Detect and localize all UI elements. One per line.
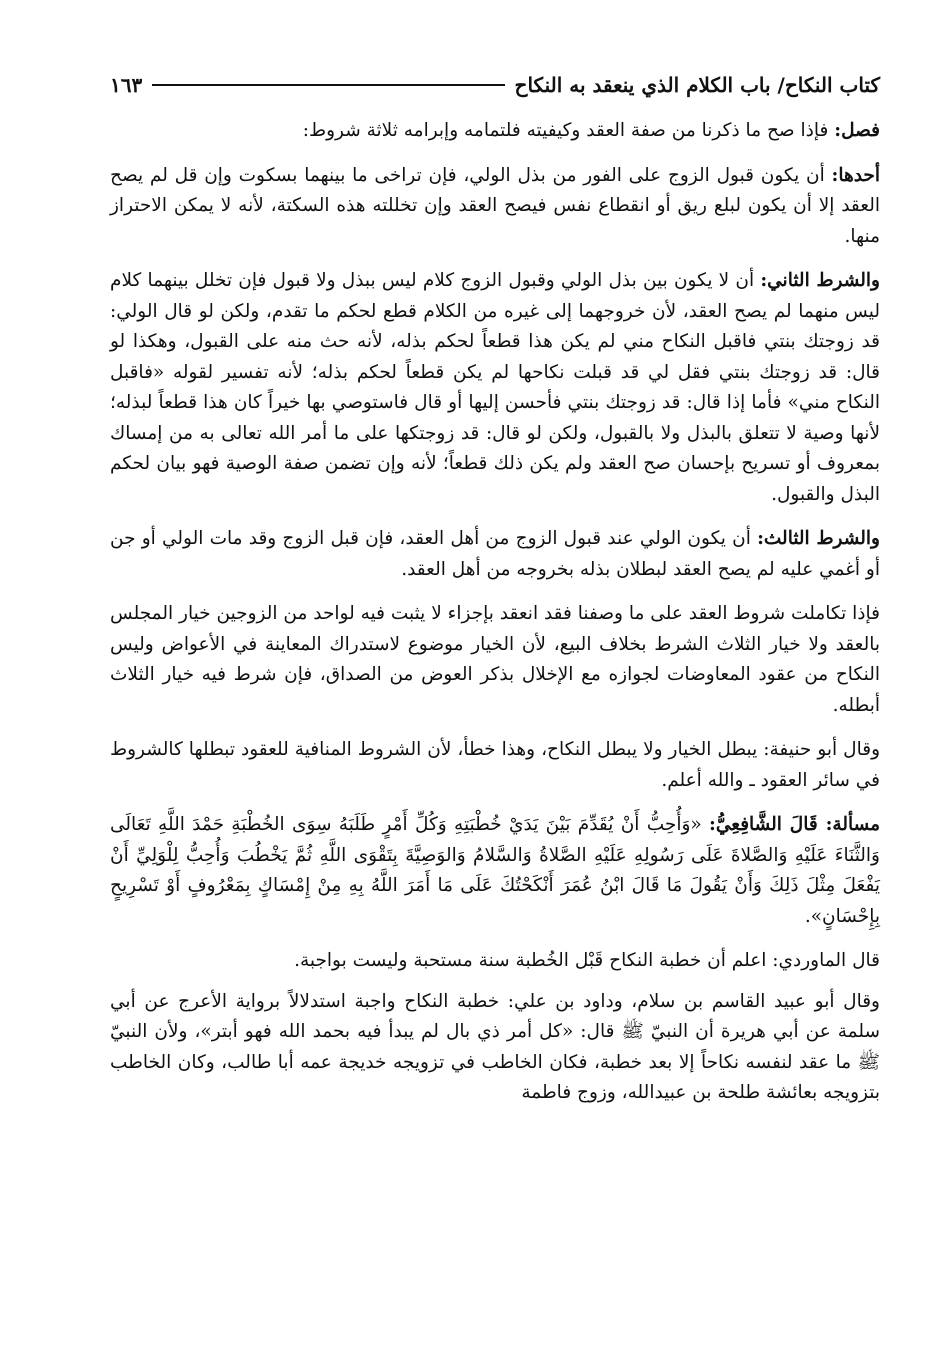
running-header [110, 66, 880, 104]
paragraph-text: قال الماوردي: اعلم أن خطبة النكاح قَبْل الخُطبة سنة مستحبة وليست بواجبة. [294, 950, 880, 971]
paragraph-lead: أحدها: [831, 164, 880, 186]
paragraph-lead: فصل: [834, 120, 880, 141]
page-body [110, 116, 880, 1109]
running-header-title: كتاب النكاح/ باب الكلام الذي ينعقد به النكاح [514, 73, 880, 97]
paragraph-lead: مسألة: قَالَ الشَّافِعِيُّ: [709, 814, 881, 835]
paragraph-text: «وَأُحِبُّ أَنْ يُقَدِّمَ بَيْنَ يَدَيْ خُطْبَتِهِ وَكُلِّ أَمْرٍ طَلَبَهُ سِوَى الخُطْبَةِ حَمْدَ اللَّهِ تَعَالَى وَالثَّنَاءَ عَلَيْهِ وَالصَّلاةَ عَلَى رَسُولِهِ عَلَيْهِ الصَّلاةُ وَالسَّلامُ وَالوَصِيَّةَ بِتَقْوَى اللَّهِ ثُمَّ يَخْطُبَ وَأُحِبُّ لِلْوَلِيِّ أَنْ يَفْعَلَ مِثْلَ ذَلِكَ وَأَنْ يَقُولَ مَا قَالَ ابْنُ عُمَرَ أَنْكَحْتُكَ عَلَى مَا أَمَرَ اللَّهُ بِهِ مِنْ إِمْسَاكٍ بِمَعْرُوفٍ أَوْ تَسْرِيحٍ بِإِحْسَانٍ». [110, 814, 880, 927]
header-rule [152, 84, 504, 86]
paragraph-fasl [110, 116, 880, 147]
paragraph-text: أن لا يكون بين بذل الولي وقبول الزوج كلام ليس ببذل ولا قبول فإن تخلل بينهما كلام ليس منهما لم يصح العقد، لأن خروجهما إلى غيره من الكلام قطع لحكم ما تقدم، ولكن لو قال الولي: قد زوجتك بنتي فاقبل النكاح مني لم يكن هذا قطعاً لحكم بذله، لأنه حث منه على القبول، وهكذا لو قال: قد زوجتك بنتي فقل لي قد قبلت نكاحها لم يكن قطعاً لحكم بذله؛ لأنه تفسير لقوله «فاقبل النكاح مني» فأما إذا قال: قد زوجتك بنتي فأحسن إليها أو قال فاستوصي بها خيراً كان هذا قطعاً لبذله؛ لأنها وصية لا تتعلق بالبذل ولا بالقبول، ولكن لو قال: قد زوجتكها على ما أمر الله تعالى به من إمساك بمعروف أو تسريح بإحسان صح العقد ولم يكن ذلك قطعاً؛ لأنه وإن تضمن صفة الوصية فهو بيان لحكم البذل والقبول. [110, 270, 880, 505]
paragraph-abu-ubaid [110, 987, 880, 1109]
paragraph-completion [110, 599, 880, 721]
paragraph-text: وقال أبو حنيفة: يبطل الخيار ولا يبطل النكاح، وهذا خطأ، لأن الشروط المنافية للعقود تبطلها كالشروط في سائر العقود ـ والله أعلم. [110, 739, 880, 791]
paragraph-masala [110, 810, 880, 932]
paragraph-text: أن يكون قبول الزوج على الفور من بذل الولي، فإن تراخى ما بينهما بسكوت وإن قل لم يصح العقد إلا أن يكون لبلع ريق أو انقطاع نفس فيصح العقد وإن تخللته هذه السكتة، لأنه لا يمكن الاحتراز منها. [110, 164, 880, 247]
paragraph-lead: والشرط الثاني: [760, 270, 880, 291]
paragraph-text: فإذا تكاملت شروط العقد على ما وصفنا فقد انعقد بإجزاء لا يثبت فيه لواحد من الزوجين خيار المجلس بالعقد ولا خيار الثلاث الشرط بخلاف البيع، لأن الخيار موضوع لاستدراك المعاينة في الأعواض وليس النكاح من عقود المعاوضات لجوازه مع الإخلال بذكر العوض من الصداق، فإن شرط فيه خيار الثلاث أبطله. [110, 603, 880, 716]
paragraph-condition-1 [110, 161, 880, 253]
paragraph-abu-hanifa [110, 735, 880, 796]
paragraph-condition-3 [110, 524, 880, 585]
paragraph-text: وقال أبو عبيد القاسم بن سلام، وداود بن علي: خطبة النكاح واجبة استدلالاً برواية الأعرج عن أبي سلمة عن أبي هريرة أن النبيّ ﷺ قال: «كل أمر ذي بال لم يبدأ فيه بحمد الله فهو أبتر»، ولأن النبيّ ﷺ ما عقد لنفسه نكاحاً إلا بعد خطبة، فكان الخاطب في تزويجه خديجة عمه أبا طالب، وكان الخاطب بتزويجه بعائشة طلحة بن عبيدالله، وزوج فاطمة [110, 990, 880, 1103]
page-number: ١٦٣ [110, 73, 143, 97]
paragraph-lead: والشرط الثالث: [757, 528, 880, 549]
paragraph-mawardi [110, 946, 880, 977]
paragraph-condition-2 [110, 266, 880, 510]
paragraph-text: أن يكون الولي عند قبول الزوج من أهل العقد، فإن قبل الزوج وقد مات الولي أو جن أو أغمي عليه لم يصح العقد لبطلان بذله بخروجه من أهل العقد. [110, 528, 880, 580]
paragraph-text: فإذا صح ما ذكرنا من صفة العقد وكيفيته فلتمامه وإبرامه ثلاثة شروط: [302, 120, 835, 141]
